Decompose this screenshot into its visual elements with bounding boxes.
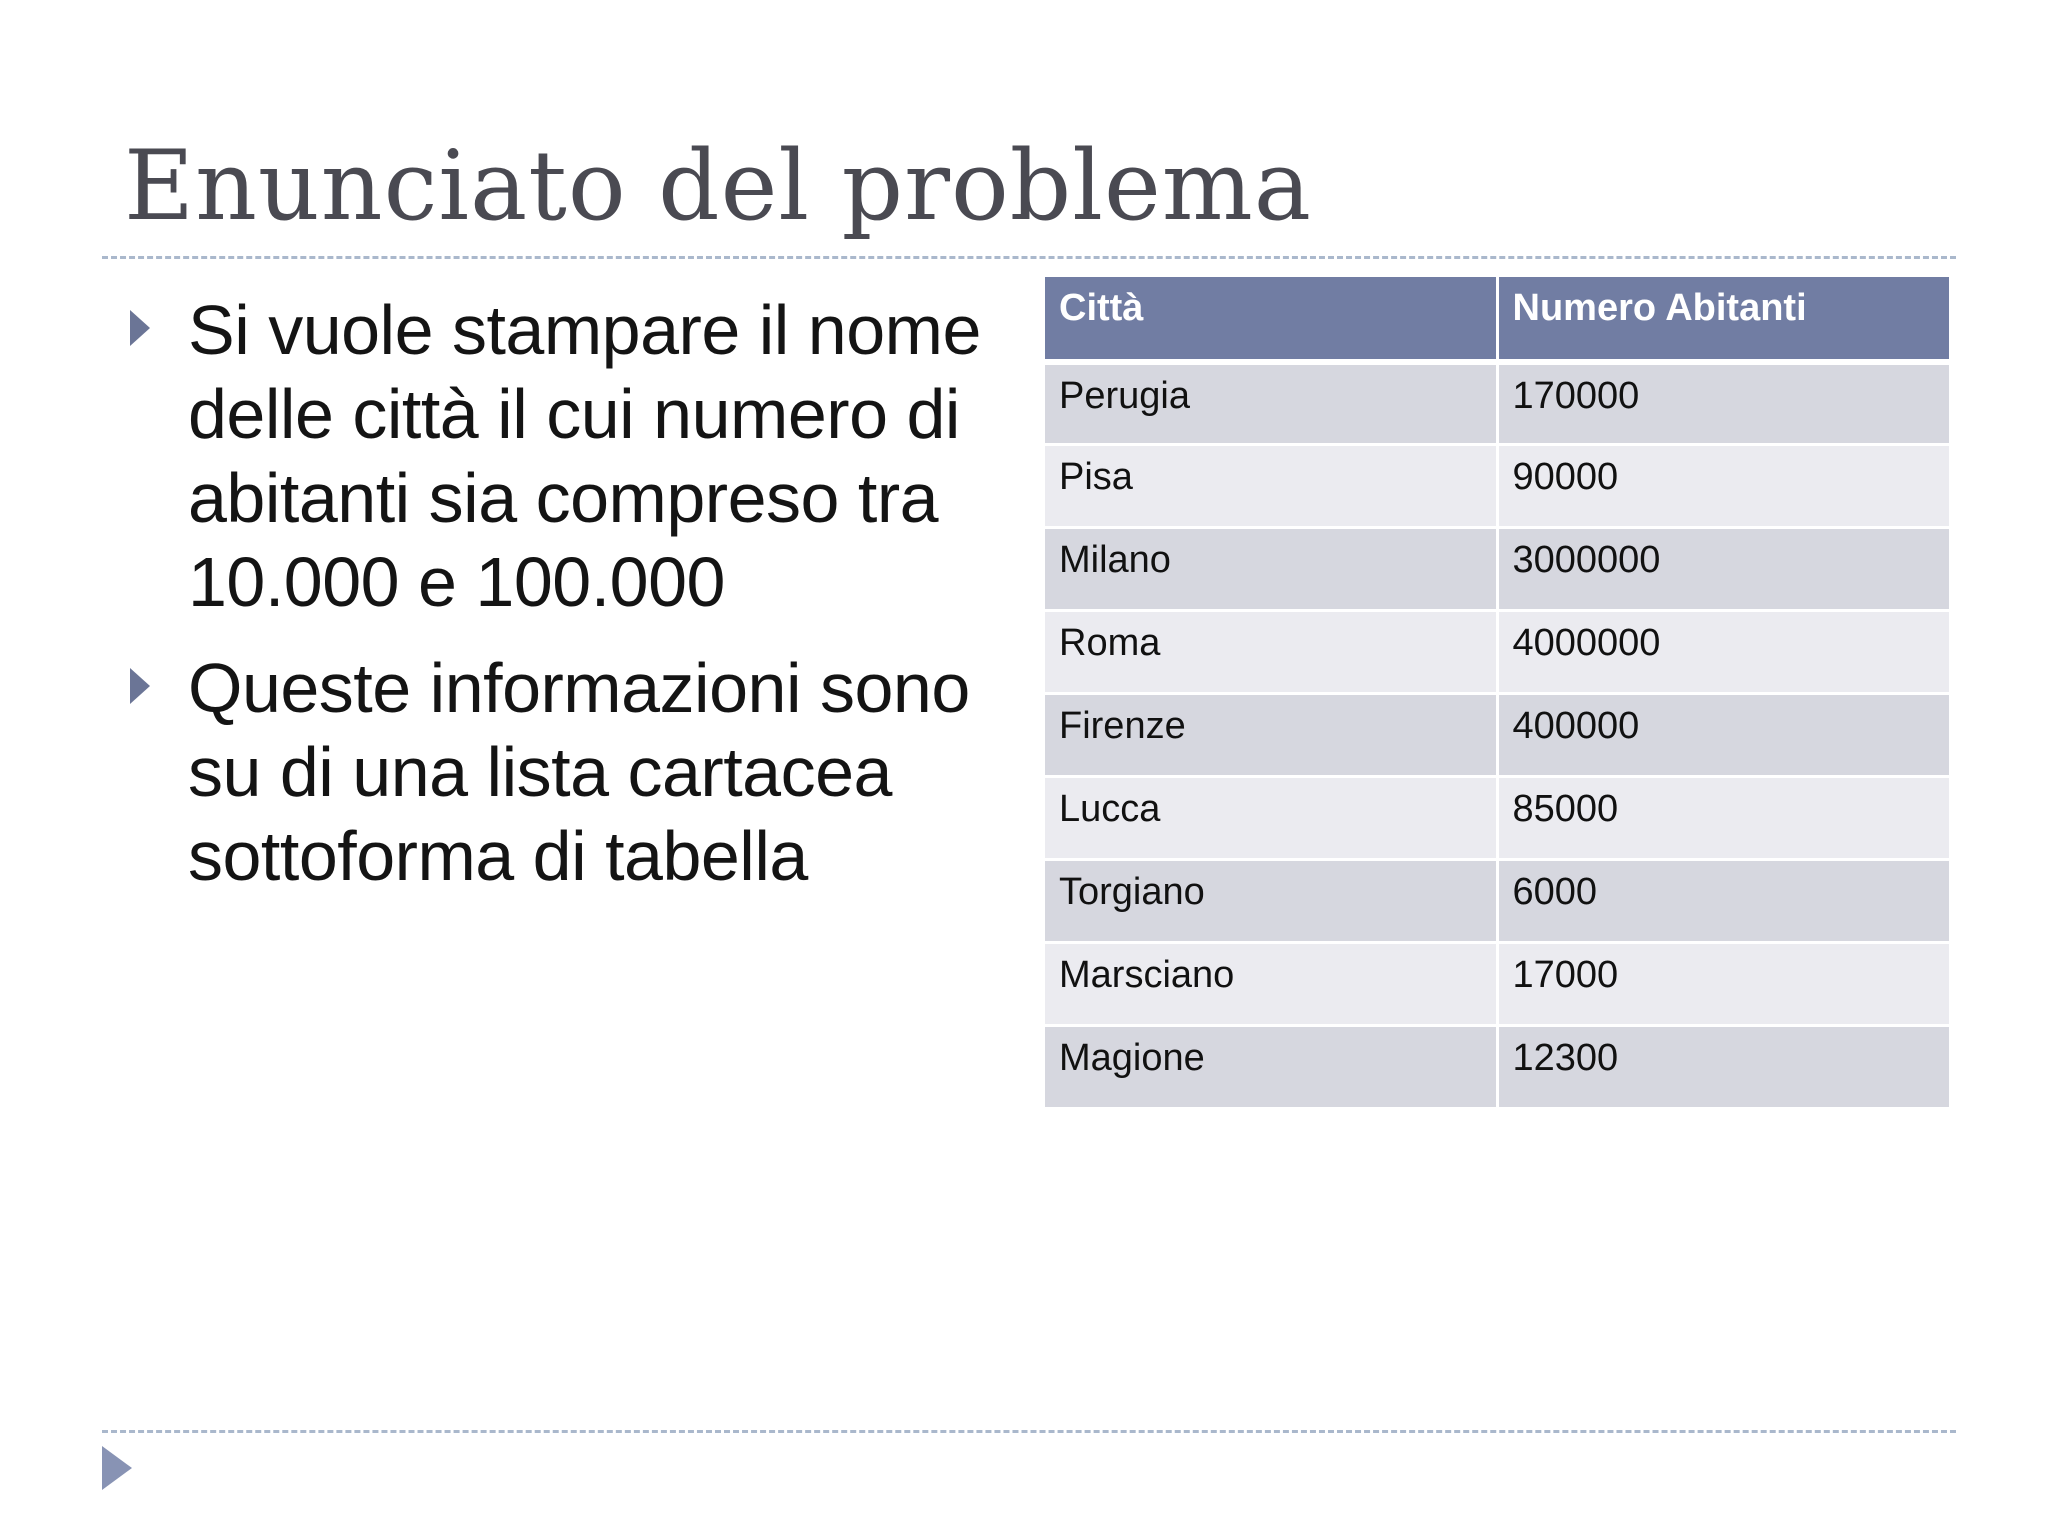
city-cell: Milano — [1044, 528, 1498, 611]
city-cell: Pisa — [1044, 445, 1498, 528]
footer-divider — [102, 1430, 1956, 1433]
city-cell: Firenze — [1044, 694, 1498, 777]
bullet-item — [124, 646, 984, 898]
table-row — [1044, 445, 1951, 528]
table-header-row — [1044, 276, 1951, 362]
bullet-item — [124, 288, 984, 624]
cities-table — [1042, 274, 1952, 1110]
title-divider — [102, 256, 1956, 259]
table-row — [1044, 777, 1951, 860]
population-cell: 6000 — [1497, 860, 1951, 943]
table-row — [1044, 362, 1951, 445]
header-city: Città — [1044, 276, 1498, 362]
city-cell: Roma — [1044, 611, 1498, 694]
population-cell: 400000 — [1497, 694, 1951, 777]
city-cell: Perugia — [1044, 362, 1498, 445]
population-cell: 170000 — [1497, 362, 1951, 445]
slide-title: Enunciato del problema — [124, 130, 1313, 242]
table-row — [1044, 860, 1951, 943]
bullet-text: Si vuole stampare il nome delle città il cui numero di abitanti sia compreso tra 10.000 e 100.000 — [188, 291, 981, 621]
population-cell: 4000000 — [1497, 611, 1951, 694]
population-cell: 12300 — [1497, 1026, 1951, 1109]
bullet-text: Queste informazioni sono su di una lista cartacea sottoforma di tabella — [188, 649, 970, 895]
bullet-list — [124, 288, 984, 920]
table-row — [1044, 1026, 1951, 1109]
table-row — [1044, 943, 1951, 1026]
population-cell: 17000 — [1497, 943, 1951, 1026]
city-cell: Marsciano — [1044, 943, 1498, 1026]
population-cell: 3000000 — [1497, 528, 1951, 611]
corner-arrow-icon — [102, 1446, 132, 1490]
bullet-arrow-icon — [130, 668, 150, 704]
city-cell: Torgiano — [1044, 860, 1498, 943]
population-cell: 90000 — [1497, 445, 1951, 528]
city-cell: Lucca — [1044, 777, 1498, 860]
table-row — [1044, 694, 1951, 777]
table-row — [1044, 611, 1951, 694]
header-population: Numero Abitanti — [1497, 276, 1951, 362]
table-row — [1044, 528, 1951, 611]
city-cell: Magione — [1044, 1026, 1498, 1109]
population-cell: 85000 — [1497, 777, 1951, 860]
bullet-arrow-icon — [130, 310, 150, 346]
